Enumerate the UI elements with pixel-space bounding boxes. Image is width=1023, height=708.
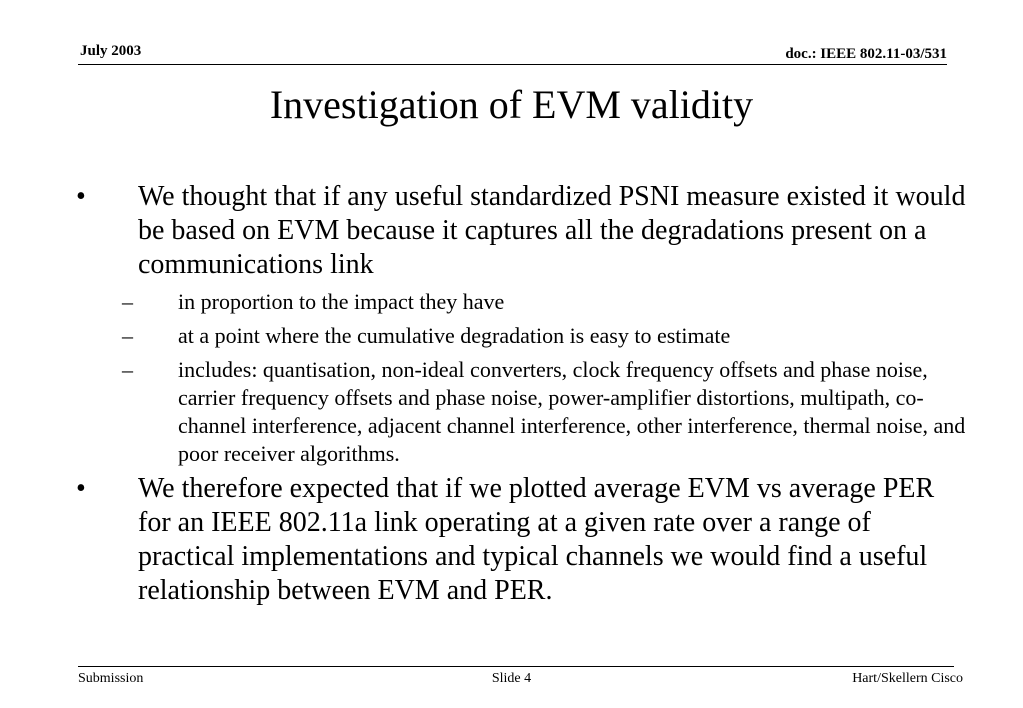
header-divider [78,64,947,65]
slide-body [70,180,970,608]
header-doc-id: doc.: IEEE 802.11-03/531 [785,46,947,62]
footer-submission: Submission [78,671,144,686]
sub-point-3-text: includes: quantisation, non-ideal converters, clock frequency offsets and phase noise, carrier frequency offsets and phase noise, power-amplifier distortions, multipath, co-channel interference, adjacent channel interference, other interference, thermal noise, and poor receiver algorithms. [178,357,966,466]
sub-point-3 [70,356,970,468]
dash-marker: – [122,289,133,314]
sub-point-2 [70,322,970,350]
sub-point-1-text: in proportion to the impact they have [178,289,505,314]
bullet-marker: • [76,181,86,212]
bullet-point-1 [70,180,970,282]
sub-point-2-text: at a point where the cumulative degradation is easy to estimate [178,323,731,348]
sub-point-1 [70,288,970,316]
footer-authors: Hart/Skellern Cisco [852,671,963,686]
bullet-marker: • [76,473,86,504]
dash-marker: – [122,323,133,348]
footer-divider [78,666,954,667]
bullet-point-1-text: We thought that if any useful standardized PSNI measure existed it would be based on EVM because it captures all the degradations present on a communications link [138,181,966,280]
footer-slide-number: Slide 4 [491,671,532,686]
slide-title: Investigation of EVM validity [269,82,754,127]
dash-marker: – [122,357,133,382]
bullet-point-2-text: We therefore expected that if we plotted average EVM vs average PER for an IEEE 802.11a link operating at a given rate over a range of practical implementations and typical channels we would find a useful relationship between EVM and PER. [138,473,935,606]
header-date: July 2003 [80,43,142,59]
bullet-point-2 [70,472,970,608]
